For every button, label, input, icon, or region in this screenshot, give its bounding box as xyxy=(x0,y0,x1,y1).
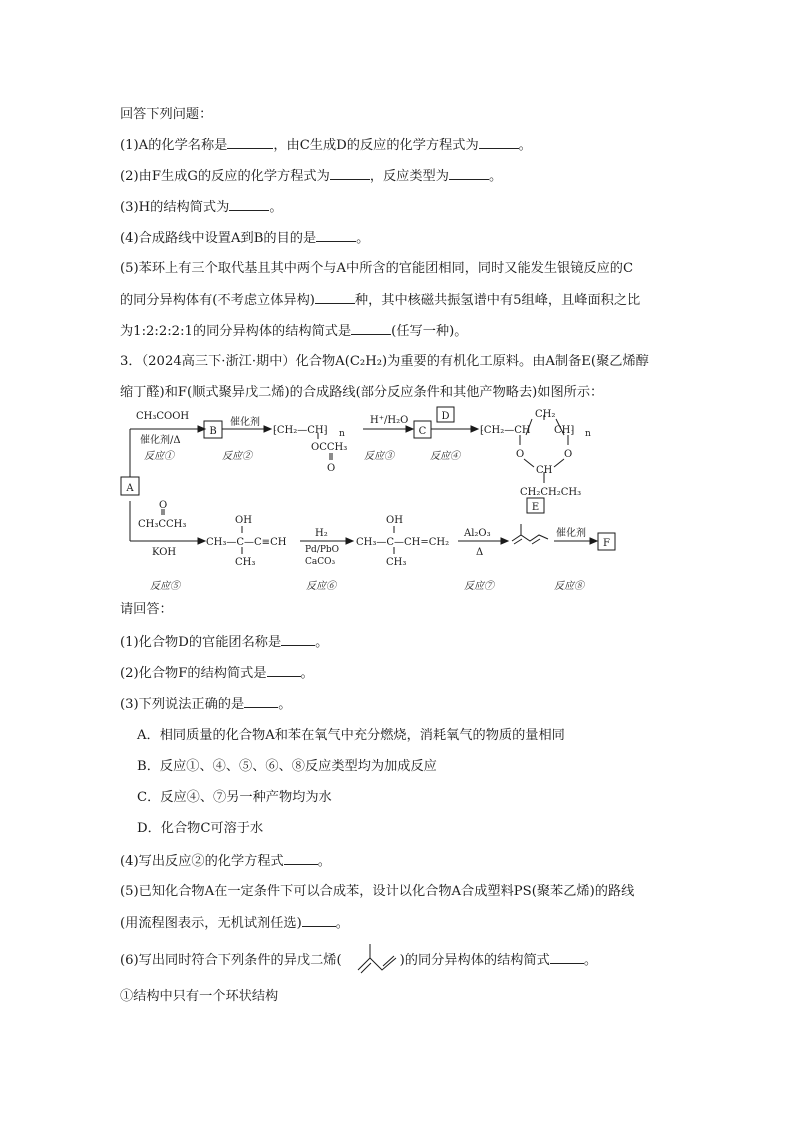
answer-blank[interactable] xyxy=(302,914,336,927)
label-reaction-8: 反应⑧ xyxy=(554,581,584,592)
q3-sub2-text: (2)化合物F的结构简式是 xyxy=(120,666,267,681)
option-a[interactable]: A．相同质量的化合物A和苯在氧气中充分燃烧，消耗氧气的物质的量相同 xyxy=(137,728,565,743)
label-reaction-7: 反应⑦ xyxy=(464,581,494,592)
reagent-5-koh: KOH xyxy=(152,547,177,558)
answer-blank[interactable] xyxy=(284,852,318,865)
q3-sub1-end: 。 xyxy=(315,635,329,650)
q3-sub1 xyxy=(120,633,328,652)
label-reaction-4: 反应④ xyxy=(430,451,460,462)
box-c: C xyxy=(418,426,427,437)
alkenol-ch3: CH₃ xyxy=(386,557,407,568)
q3-header-line2: 缩丁醛)和F(顺式聚异戊二烯)的合成路线(部分反应条件和其他产物略去)如图所示： xyxy=(120,385,604,400)
option-b[interactable]: B．反应①、④、⑤、⑥、⑧反应类型均为加成反应 xyxy=(137,759,437,774)
label-reaction-3: 反应③ xyxy=(364,451,394,462)
alkynol-main: CH₃—C—C≡CH xyxy=(206,537,287,548)
prev-q5-text-a: 的同分异构体有(不考虑立体异构) xyxy=(120,293,315,308)
box-f: F xyxy=(603,538,610,549)
e-ring-o-right: O xyxy=(564,449,573,460)
q3-sub3-text: (3)下列说法正确的是 xyxy=(120,697,245,712)
reagent-7-heat: Δ xyxy=(476,547,484,558)
answer-blank[interactable] xyxy=(449,167,489,180)
label-reaction-1: 反应① xyxy=(144,451,174,462)
label-reaction-6: 反应⑥ xyxy=(306,581,336,592)
alkynol-ch3: CH₃ xyxy=(235,557,256,568)
box-e: E xyxy=(531,502,540,513)
prev-q3-text-a: (3)H的结构简式为 xyxy=(120,200,230,215)
prev-q1-text-b: ，由C生成D的反应的化学方程式为 xyxy=(273,138,479,153)
reagent-5-acetone: CH₃CCH₃ xyxy=(138,519,187,530)
q3-sub4-text: (4)写出反应②的化学方程式 xyxy=(120,854,284,869)
q3-sub2-end: 。 xyxy=(300,666,314,681)
prev-q5-line2 xyxy=(120,291,640,310)
label-reaction-5: 反应⑤ xyxy=(150,581,180,592)
q3-sub3-end: 。 xyxy=(278,697,292,712)
condition-1: ①结构中只有一个环状结构 xyxy=(120,989,279,1004)
answer-blank[interactable] xyxy=(229,198,269,211)
poly-vinyl-acetate-main: ⁅CH₂—CH⁆ xyxy=(273,425,328,436)
q3-sub5-line2 xyxy=(120,914,349,933)
q3-sub2 xyxy=(120,664,314,683)
alkynol-oh: OH xyxy=(235,515,252,526)
reagent-1-acid: CH₃COOH xyxy=(136,411,190,422)
e-ch2-top: CH₂ xyxy=(535,409,556,420)
answer-blank[interactable] xyxy=(315,291,355,304)
box-a: A xyxy=(126,483,134,494)
option-c[interactable]: C．反应④、⑦另一种产物均为水 xyxy=(137,790,332,805)
prev-q5-line1: (5)苯环上有三个取代基且其中两个与A中所含的官能团相同，同时又能发生银镜反应的C xyxy=(120,261,634,276)
e-chain-right: CH⁆ xyxy=(554,425,575,436)
reagent-8: 催化剂 xyxy=(556,528,586,539)
answer-blank[interactable] xyxy=(479,136,519,149)
answer-blank[interactable] xyxy=(351,322,391,335)
reagent-2: 催化剂 xyxy=(230,417,260,428)
q3-sub6-text-b: )的同分异构体的结构简式 xyxy=(399,953,550,968)
alkenol-main: CH₃—C—CH=CH₂ xyxy=(356,537,450,548)
answer-blank[interactable] xyxy=(330,167,370,180)
answer-blank[interactable] xyxy=(244,695,278,708)
prev-q5-text-c: 为1:2:2:2:1的同分异构体的结构简式是 xyxy=(120,324,352,339)
synthesis-route-diagram xyxy=(118,405,638,595)
poly-vinyl-acetate-ester: OCCH₃ xyxy=(311,442,348,453)
prev-q5-line3 xyxy=(120,322,467,341)
q3-sub5-line1: (5)已知化合物A在一定条件下可以合成苯，设计以化合物A合成塑料PS(聚苯乙烯)的路线 xyxy=(120,884,635,899)
prev-q1-text-a: (1)A的化学名称是 xyxy=(120,138,228,153)
box-d: D xyxy=(441,411,450,422)
prev-q1-text-c: 。 xyxy=(518,138,532,153)
reagent-6-h2: H₂ xyxy=(315,528,328,539)
q3-sub6-end: 。 xyxy=(583,953,598,968)
answer-blank[interactable] xyxy=(227,136,273,149)
poly-vinyl-acetate-o: O xyxy=(327,463,336,474)
q3-sub4-end: 。 xyxy=(317,854,331,869)
reagent-6-caco3: CaCO₃ xyxy=(305,557,336,567)
q3-sub4 xyxy=(120,852,331,871)
prev-q4-text-b: 。 xyxy=(356,231,370,246)
prev-q3 xyxy=(120,198,283,217)
alkenol-oh: OH xyxy=(386,515,403,526)
prev-q5-text-b: 种，其中核磁共振氢谱中有5组峰，且峰面积之比 xyxy=(354,293,641,308)
prev-q5-text-d: (任写一种)。 xyxy=(391,324,468,339)
e-chain-left: ⁅CH₂—CH xyxy=(480,425,531,436)
prev-q2-text-a: (2)由F生成G的反应的化学方程式为 xyxy=(120,169,330,184)
reagent-3: H⁺/H₂O xyxy=(370,415,409,426)
prev-q2 xyxy=(120,167,502,186)
prev-intro: 回答下列问题： xyxy=(120,107,213,122)
q3-sub6-text-a: (6)写出同时符合下列条件的异戊二烯( xyxy=(120,953,342,968)
option-d[interactable]: D．化合物C可溶于水 xyxy=(137,821,264,836)
prev-q3-text-b: 。 xyxy=(269,200,283,215)
prev-q2-text-b: ，反应类型为 xyxy=(369,169,449,184)
prev-q1 xyxy=(120,136,532,155)
q3-header-line1: 3．（2024高三下·浙江·期中）化合物A(C₂H₂)为重要的有机化工原料。由A制备E(聚乙烯醇 xyxy=(120,354,649,369)
isoprene-structure-icon xyxy=(348,940,408,980)
prev-q4-text-a: (4)合成路线中设置A到B的目的是 xyxy=(120,231,317,246)
q3-sub3 xyxy=(120,695,291,714)
poly-vinyl-acetate-n: n xyxy=(339,429,345,439)
answer-blank[interactable] xyxy=(316,229,356,242)
e-n: n xyxy=(585,429,591,439)
e-ring-ch: CH xyxy=(536,465,553,476)
reagent-1-cond: 催化剂/Δ xyxy=(140,435,181,446)
q3-prompt: 请回答： xyxy=(120,602,173,617)
prev-q2-text-c: 。 xyxy=(488,169,503,184)
reagent-6-pd: Pd/PbO xyxy=(305,545,340,555)
q3-sub5-end: 。 xyxy=(335,916,349,931)
q3-sub1-text: (1)化合物D的官能团名称是 xyxy=(120,635,282,650)
label-reaction-2: 反应② xyxy=(222,451,252,462)
prev-q4 xyxy=(120,229,369,248)
box-b: B xyxy=(209,426,217,437)
reagent-5-o: O xyxy=(159,500,168,511)
answer-blank[interactable] xyxy=(281,633,315,646)
reagent-7-al2o3: Al₂O₃ xyxy=(464,528,491,539)
answer-blank[interactable] xyxy=(550,951,584,964)
q3-sub5-text: (用流程图表示，无机试剂任选) xyxy=(120,916,302,931)
answer-blank[interactable] xyxy=(267,664,301,677)
e-propyl-chain: CH₂CH₂CH₃ xyxy=(520,487,582,498)
e-ring-o-left: O xyxy=(516,449,525,460)
